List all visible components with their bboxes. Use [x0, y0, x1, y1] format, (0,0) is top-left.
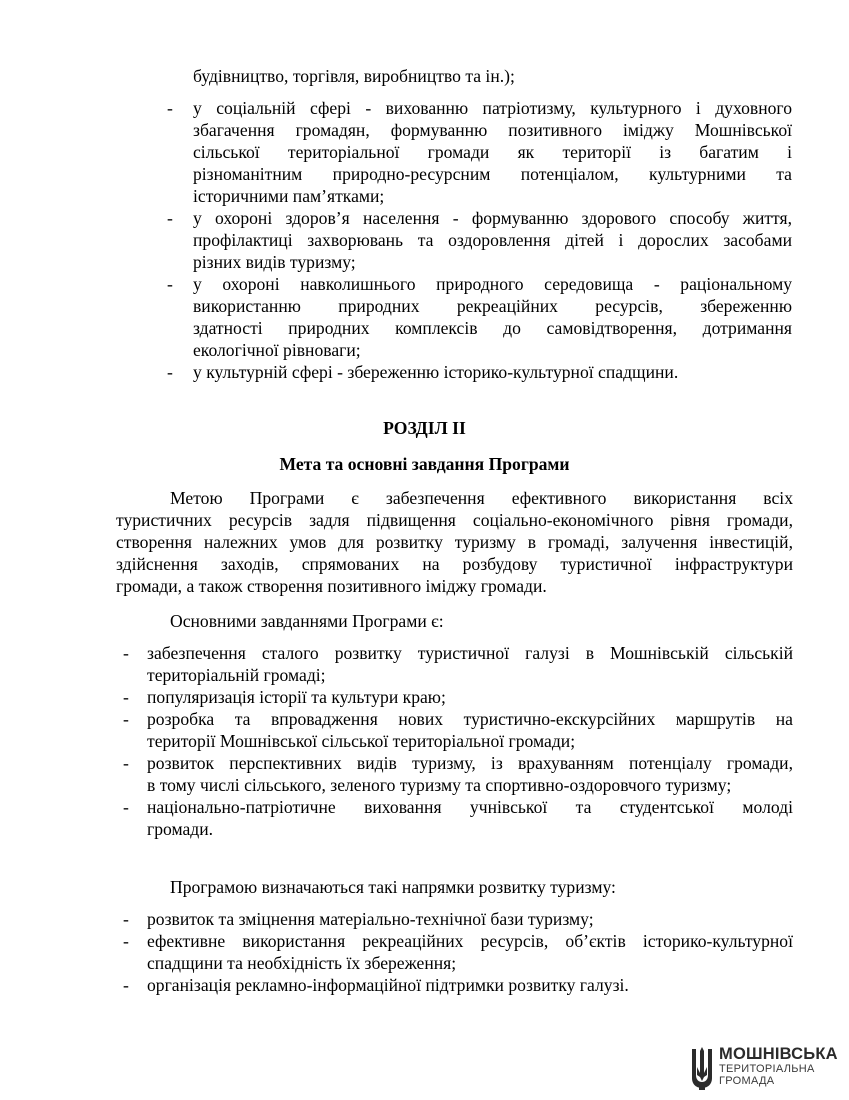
list-line: громади.	[147, 819, 214, 839]
list-line: організація рекламно-інформаційної підтримки розвитку галузі.	[147, 975, 629, 995]
directions-lead: Програмою визначаються такі напрямки розвитку туризму:	[170, 877, 616, 897]
list-line: у охороні здоров’я населення - формуванню здорового способу життя,	[193, 208, 792, 228]
paragraph-line: здійснення заходів, спрямованих на розбудову туристичної інфраструктури	[116, 554, 793, 574]
list-dash: -	[123, 909, 129, 929]
list-line: спадщини та необхідність їх збереження;	[147, 953, 457, 973]
list-dash: -	[123, 797, 129, 817]
list-line: екологічної рівноваги;	[193, 340, 361, 360]
list-line: історичними пам’ятками;	[193, 186, 385, 206]
trident-icon	[690, 1047, 714, 1091]
tasks-lead: Основними завданнями Програми є:	[170, 611, 444, 631]
paragraph-line: Метою Програми є забезпечення ефективного використання всіх	[170, 488, 793, 508]
list-item	[147, 642, 793, 686]
list-dash: -	[123, 709, 129, 729]
list-item	[147, 908, 793, 930]
section-heading: РОЗДІЛ ІІ	[383, 418, 466, 438]
list-dash: -	[123, 753, 129, 773]
logo-title: МОШНІВСЬКА	[719, 1045, 838, 1063]
list-line: території Мошнівської сільської територіальної громади;	[147, 731, 576, 751]
list-line: розробка та впровадження нових туристично-екскурсійних маршрутів на	[147, 709, 793, 729]
list-line: використанню природних рекреаційних ресурсів, збереженню	[193, 296, 792, 316]
list-item	[193, 273, 792, 361]
list-dash: -	[167, 274, 173, 294]
list-line: збагачення громадян, формуванню позитивного іміджу Мошнівської	[193, 120, 792, 140]
paragraph-line: громади, а також створення позитивного іміджу громади.	[116, 576, 547, 596]
list-line: у охороні навколишнього природного середовища - раціональному	[193, 274, 792, 294]
list-line: здатності природних комплексів до самовідтворення, дотримання	[193, 318, 792, 338]
list-line: різноманітним природно-ресурсним потенціалом, культурними та	[193, 164, 792, 184]
paragraph-line: створення належних умов для розвитку туризму в громаді, залучення інвестицій,	[116, 532, 793, 552]
list-line: національно-патріотичне виховання учнівської та студентської молоді	[147, 797, 793, 817]
list-dash: -	[123, 643, 129, 663]
logo-subtitle: ГРОМАДА	[719, 1075, 775, 1087]
list-line: розвиток перспективних видів туризму, із врахуванням потенціалу громади,	[147, 753, 793, 773]
list-item	[147, 974, 793, 996]
list-line: територіальній громаді;	[147, 665, 326, 685]
list-item	[147, 708, 793, 752]
list-item	[193, 361, 792, 383]
list-dash: -	[123, 975, 129, 995]
list-dash: -	[167, 208, 173, 228]
list-dash: -	[123, 931, 129, 951]
list-item	[147, 796, 793, 840]
list-line: в тому числі сільського, зеленого туризму та спортивно-оздоровчого туризму;	[147, 775, 732, 795]
list-line: профілактиці захворювань та оздоровлення дітей і дорослих засобами	[193, 230, 792, 250]
list-line: у культурній сфері - збереженню історико-культурної спадщини.	[193, 362, 679, 382]
goal-paragraph	[116, 487, 793, 597]
list-dash: -	[167, 98, 173, 118]
list-item	[193, 207, 792, 273]
list-line: забезпечення сталого розвитку туристичної галузі в Мошнівській сільській	[147, 643, 793, 663]
list-dash: -	[123, 687, 129, 707]
list-item	[147, 752, 793, 796]
list-line: у соціальній сфері - вихованню патріотизму, культурного і духовного	[193, 98, 792, 118]
list-line: розвиток та зміцнення матеріально-технічної бази туризму;	[147, 909, 594, 929]
paragraph-line: туристичних ресурсів задля підвищення соціально-економічного рівня громади,	[116, 510, 793, 530]
list-line: сільської територіальної громади як території із багатим і	[193, 142, 792, 162]
list-item	[147, 686, 793, 708]
continuation-line: будівництво, торгівля, виробництво та ін.);	[193, 66, 515, 86]
list-line: популяризація історії та культури краю;	[147, 687, 446, 707]
list-line: ефективне використання рекреаційних ресурсів, об’єктів історико-культурної	[147, 931, 793, 951]
community-logo	[690, 1045, 838, 1093]
logo-subtitle: ТЕРИТОРІАЛЬНА	[719, 1063, 815, 1075]
section1-list	[193, 65, 792, 87]
list-item	[147, 930, 793, 974]
list-line: різних видів туризму;	[193, 252, 356, 272]
list-item	[193, 97, 792, 207]
section-subheading: Мета та основні завдання Програми	[279, 454, 570, 474]
list-dash: -	[167, 362, 173, 382]
